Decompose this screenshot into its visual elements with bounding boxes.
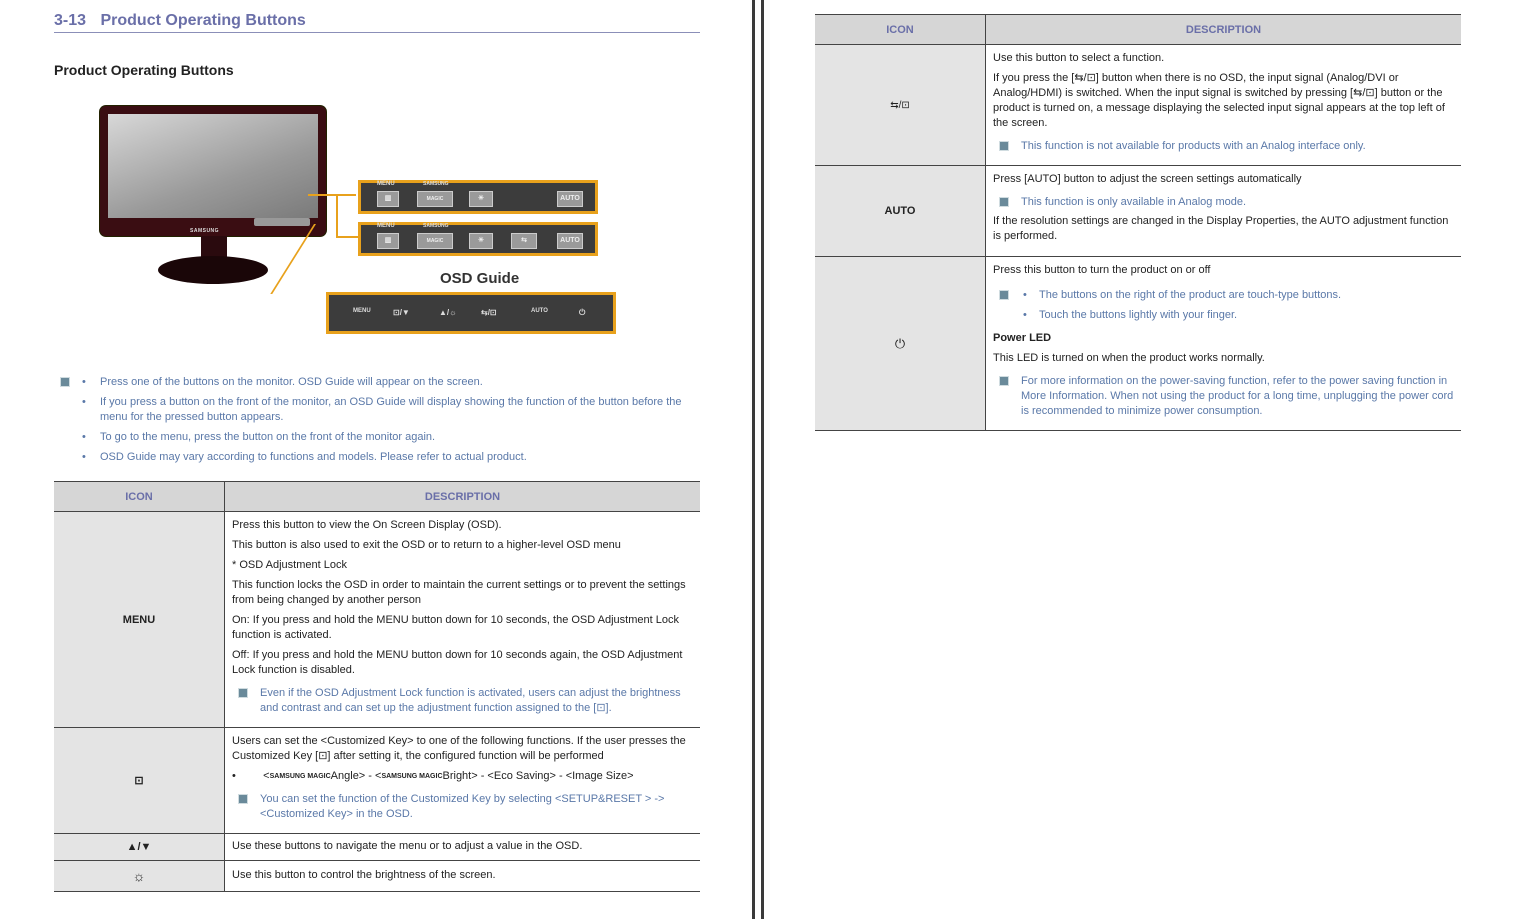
- brightness-icon: ☼: [54, 861, 225, 892]
- monitor-image: [100, 106, 326, 236]
- note-item: • Press one of the buttons on the monitor. OSD Guide will appear on the screen.: [58, 375, 700, 390]
- row-note: You can set the function of the Customized Key by selecting <SETUP&RESET > -> <Customized Key> in the OSD.: [232, 792, 693, 822]
- note-icon: [999, 141, 1009, 151]
- left-page: [0, 0, 752, 919]
- section-heading: [54, 10, 700, 33]
- monitor-illustration: [96, 100, 626, 340]
- note-icon: [999, 197, 1009, 207]
- osd-guide-bar: MENU ⊡/▼ ▲/☼ ⇆/⊡ AUTO ⏻: [326, 292, 616, 334]
- row-note: For more information on the power-saving function, refer to the power saving function in More Information. When not using the product for a long time, unplugging the power cord is recommended to minimize power consumption.: [993, 374, 1454, 419]
- row-icon: MENU: [54, 512, 225, 728]
- buttons-table-left: [54, 481, 700, 892]
- row-note: This function is not available for products with an Analog interface only.: [993, 139, 1454, 154]
- table-row: ⏻ Press this button to turn the product on or off • The buttons on the right of the product are touch-type buttons. • Touch the buttons lightly with your finger. Power LED This LED is turned on when the product works normally. For more information on the power-saving function, refer to the power saving function in More Information. When not using the product for a long time, unplugging the power cord is recommended to minimize power consumption.: [815, 257, 1461, 431]
- table-row: ☼ Use this button to control the brightness of the screen.: [54, 861, 700, 892]
- bullet-item: • Touch the buttons lightly with your finger.: [1023, 309, 1238, 321]
- row-icon: ▲/▼: [54, 834, 225, 861]
- section-title: Product Operating Buttons: [100, 12, 306, 29]
- note-item: • OSD Guide may vary according to functions and models. Please refer to actual product.: [82, 451, 527, 463]
- section-number: 3-13: [54, 12, 87, 29]
- table-row: ⊡ Users can set the <Customized Key> to one of the following functions. If the user presses the Customized Key [⊡] after setting it, the configured function will be performed • <SAMSUNG MAGICAngle> - <SAMSUNG MAGICBright> - <Eco Saving> - <Image Size> You can set the function of the Customized Key by selecting <SETUP&RESET > -> <Customized Key> in the OSD.: [54, 728, 700, 834]
- note-icon: [999, 376, 1009, 386]
- row-note: This function is only available in Analog mode.: [993, 195, 1454, 210]
- table-row: ▲/▼ Use these buttons to navigate the menu or to adjust a value in the OSD.: [54, 834, 700, 861]
- col-header-description: DESCRIPTION: [986, 15, 1462, 45]
- osd-panel-2: MENU ▥ SAMSUNG MAGIC ☀ ⇆ AUTO: [358, 222, 598, 256]
- osd-panel-1: MENU ▥ SAMSUNG MAGIC ☀ AUTO: [358, 180, 598, 214]
- table-row: AUTO Press [AUTO] button to adjust the screen settings automatically This function is only available in Analog mode. If the resolution settings are changed in the Display Properties, the AUTO adjustment function is performed.: [815, 166, 1461, 257]
- bullet-item: • <SAMSUNG MAGICAngle> - <SAMSUNG MAGICBright> - <Eco Saving> - <Image Size>: [232, 770, 634, 782]
- table-row: MENU Press this button to view the On Screen Display (OSD). This button is also used to exit the OSD or to return to a higher-level OSD menu * OSD Adjustment Lock This function locks the OSD in order to maintain the current settings or to prevent the settings from being changed by another person On: If you press and hold the MENU button down for 10 seconds, the OSD Adjustment Lock function is activated. Off: If you press and hold the MENU button down for 10 seconds again, the OSD Adjustment Lock function is disabled. Even if the OSD Adjustment Lock function is activated, users can adjust the brightness and contrast and can set up the adjustment function assigned to the [⊡].: [54, 512, 700, 728]
- note-icon: [999, 290, 1009, 300]
- table-row: ⇆/⊡ Use this button to select a function. If you press the [⇆/⊡] button when there is no OSD, the input signal (Analog/DVI or Analog/HDMI) is switched. When the input signal is switched by pressing [⇆/⊡] button or the product is turned on, a message displaying the selected input signal appears at the top left of the screen. This function is not available for products with an Analog interface only.: [815, 45, 1461, 166]
- source-icon: ⇆/⊡: [815, 45, 986, 166]
- note-item: • If you press a button on the front of the monitor, an OSD Guide will display showing the function of the button before the menu for the pressed button appears.: [82, 396, 682, 423]
- col-header-description: DESCRIPTION: [225, 482, 701, 512]
- note-icon: [60, 377, 70, 387]
- power-led-heading: Power LED: [993, 332, 1052, 344]
- monitor-button-strip: [254, 218, 310, 226]
- subtitle: Product Operating Buttons: [54, 62, 234, 78]
- power-icon: ⏻: [815, 257, 986, 431]
- notes-list: [58, 375, 700, 470]
- row-icon: ⊡: [54, 728, 225, 834]
- note-item: • To go to the menu, press the button on the front of the monitor again.: [82, 431, 436, 443]
- col-header-icon: ICON: [54, 482, 225, 512]
- osd-guide-title: OSD Guide: [440, 270, 520, 287]
- buttons-table-right: [815, 14, 1461, 431]
- row-icon: AUTO: [815, 166, 986, 257]
- bullet-item: • The buttons on the right of the product are touch-type buttons.: [993, 288, 1454, 303]
- note-icon: [238, 794, 248, 804]
- monitor-brand: SAMSUNG: [190, 228, 220, 234]
- note-icon: [238, 688, 248, 698]
- col-header-icon: ICON: [815, 15, 986, 45]
- right-page: [764, 0, 1517, 919]
- page-divider: [752, 0, 764, 919]
- row-note: Even if the OSD Adjustment Lock function is activated, users can adjust the brightness and contrast and can set up the adjustment function assigned to the [⊡].: [232, 686, 693, 716]
